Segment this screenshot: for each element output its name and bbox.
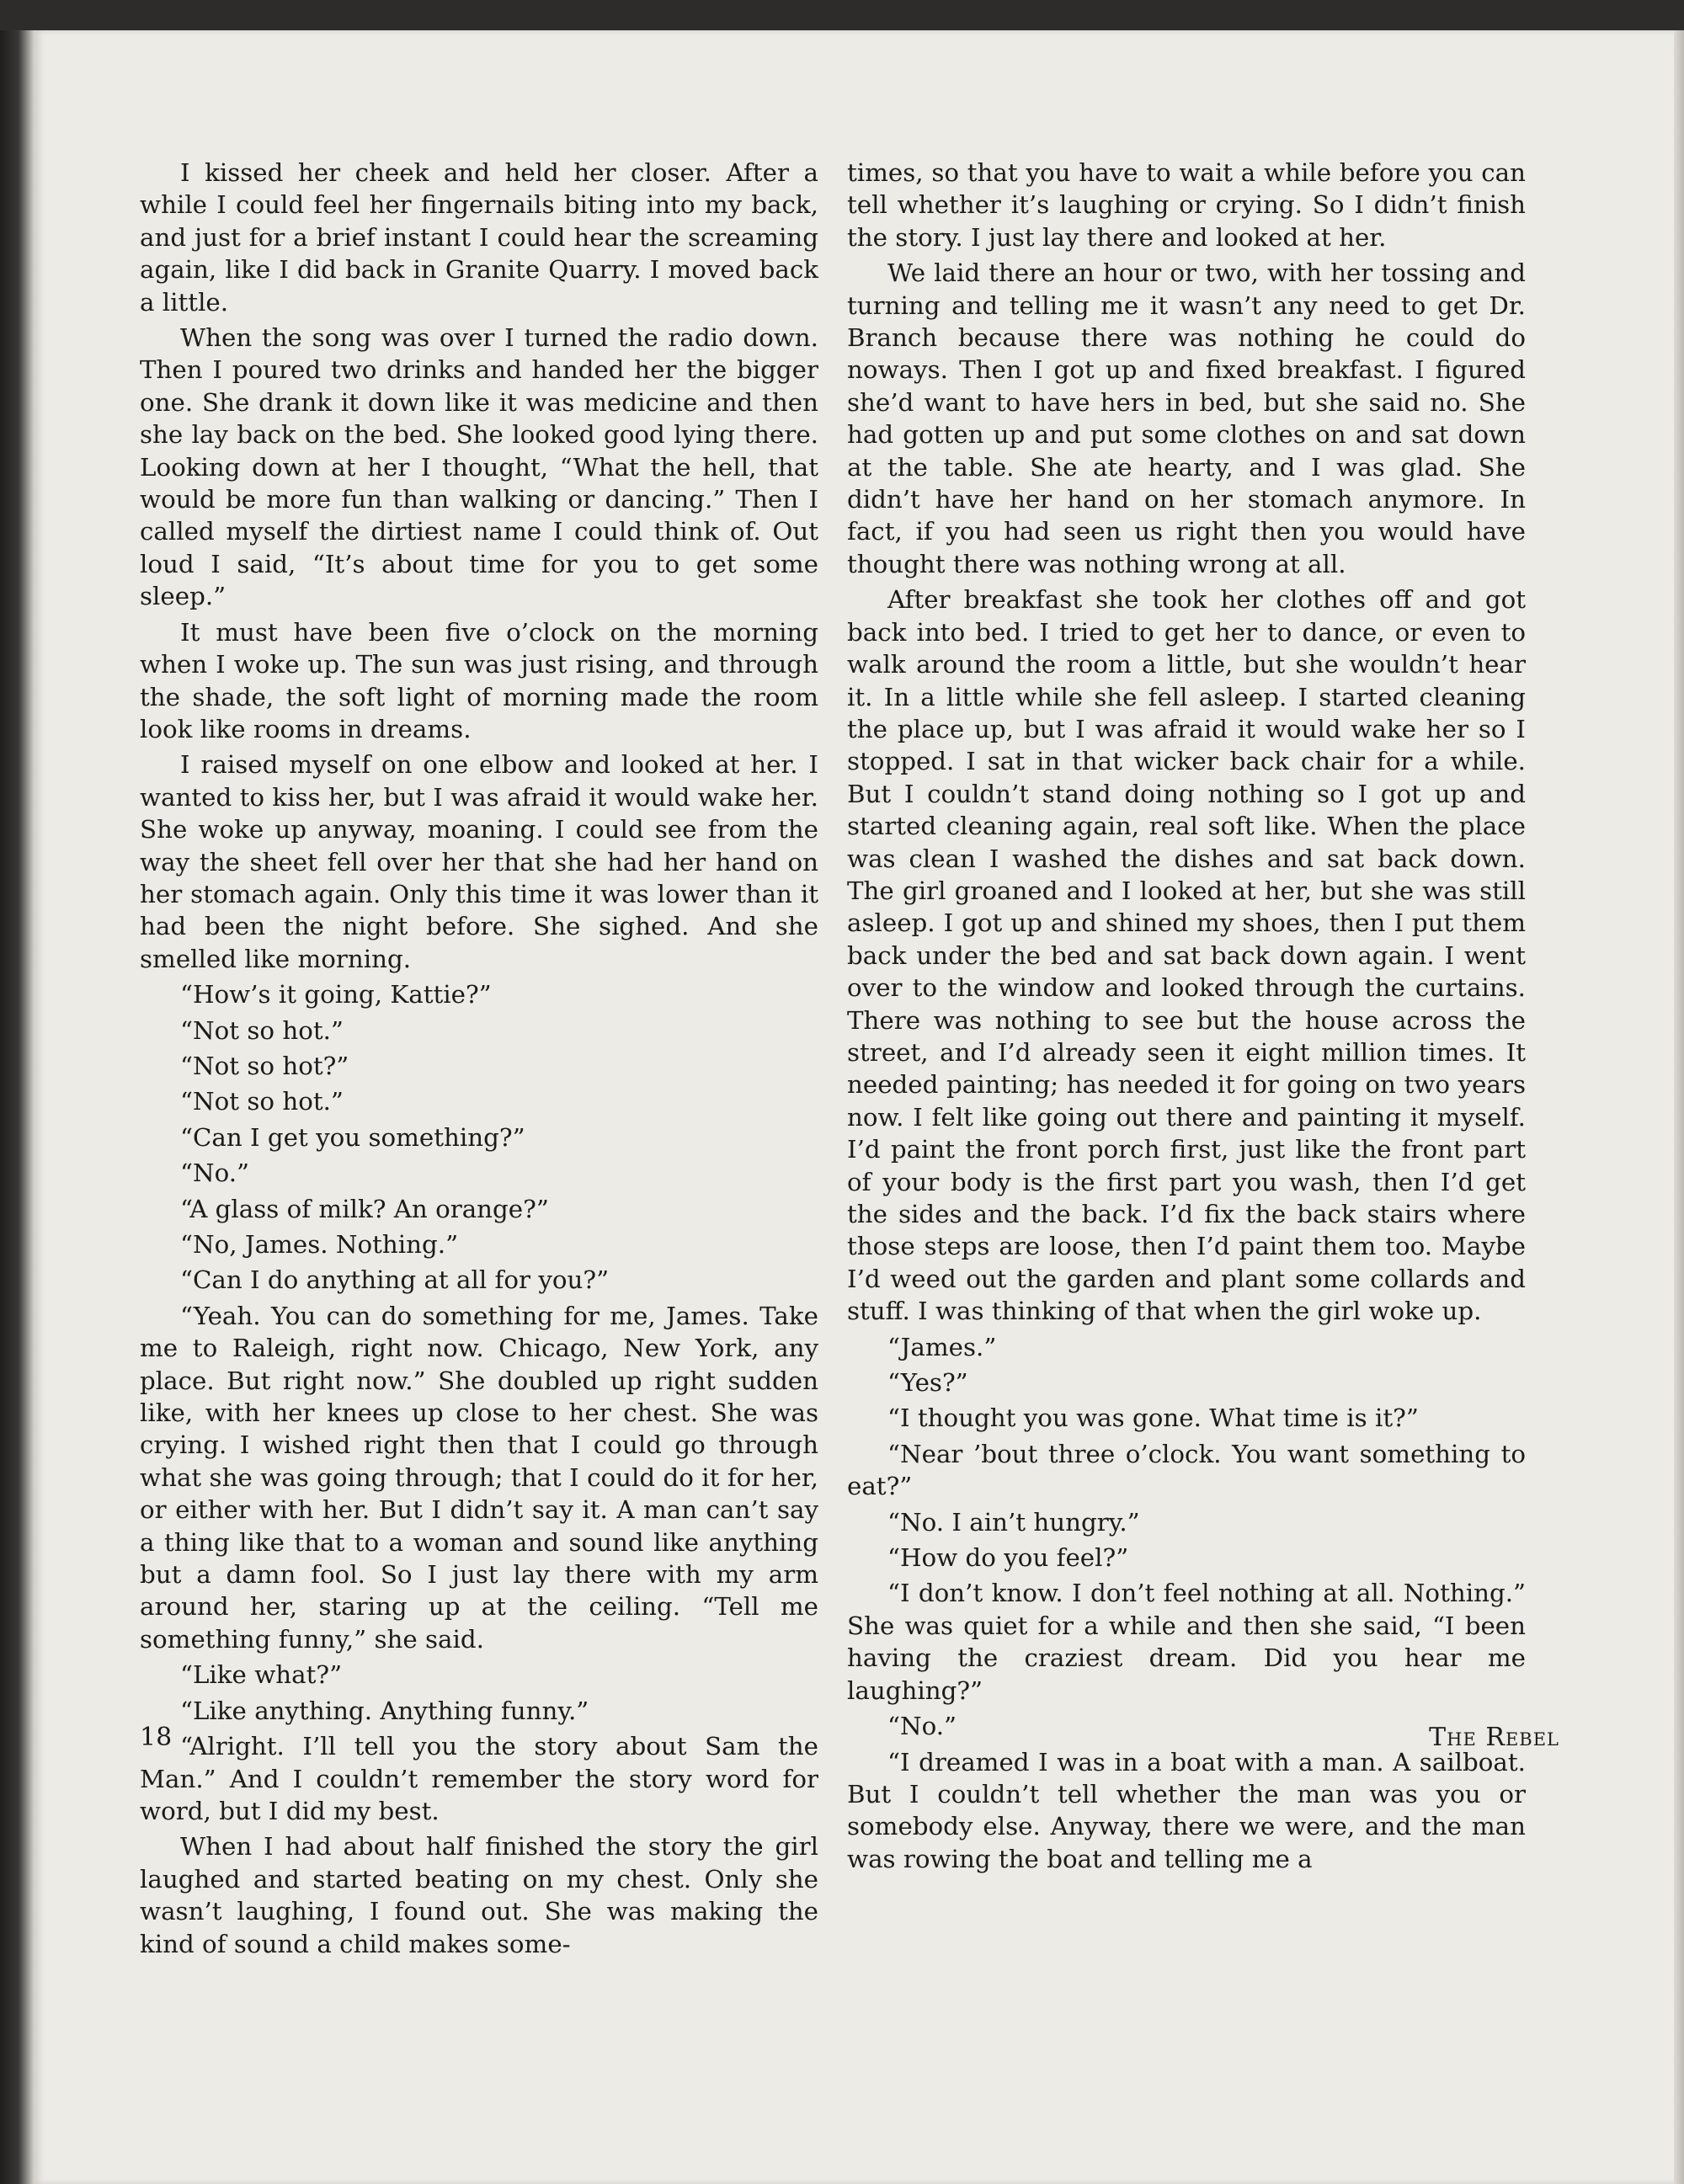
dialogue-line: “Not so hot.” bbox=[180, 1015, 344, 1045]
page-edge bbox=[1674, 30, 1684, 2184]
dialogue-line: “Near ’bout three o’clock. You want something to eat?” bbox=[847, 1439, 1526, 1501]
dialogue-line: “Like what?” bbox=[180, 1660, 343, 1690]
dialogue-line: “How’s it going, Kattie?” bbox=[180, 980, 492, 1009]
paragraph: I raised myself on one elbow and looked at her. I wanted to kiss her, but I was afraid it would wake her. She woke up anyway, moaning. I could see from the way the sheet fell over her that she had her hand on her stomach again. Only this time it was lower than it had been the night before. She sighed. And she smelled like morning. bbox=[140, 750, 818, 973]
dialogue-line: “Can I get you something?” bbox=[180, 1122, 525, 1152]
dialogue-line: “Not so hot?” bbox=[180, 1051, 349, 1080]
paragraph: When I had about half finished the story the girl laughed and started beating on my chest. Only she wasn’t laughing, I found out. She was making the kind of sound a child makes some- bbox=[140, 1832, 818, 1958]
dialogue-line: “Yes?” bbox=[887, 1368, 968, 1398]
page-number: 18 bbox=[140, 1723, 173, 1752]
left-text-column bbox=[140, 157, 818, 1963]
dialogue-line: “No.” bbox=[180, 1159, 250, 1188]
dialogue-line: “Not so hot.” bbox=[180, 1087, 344, 1116]
dialogue-line: “I thought you was gone. What time is it?” bbox=[887, 1404, 1419, 1433]
paragraph: It must have been five o’clock on the morning when I woke up. The sun was just rising, and through the shade, the soft light of morning made the room look like rooms in dreams. bbox=[140, 617, 818, 743]
running-title: The Rebel bbox=[1429, 1723, 1559, 1752]
dialogue-line: “James.” bbox=[887, 1332, 997, 1361]
dialogue-line: “Can I do anything at all for you?” bbox=[180, 1265, 610, 1295]
paragraph: When the song was over I turned the radio down. Then I poured two drinks and handed her the bigger one. She drank it down like it was medicine and then she lay back on the bed. She looked good lying there. Looking down at her I thought, “What the hell, that would be more fun than walking or dancing.” Then I called myself the dirtiest name I could think of. Out loud I said, “It’s about time for you to get some sleep.” bbox=[140, 323, 818, 611]
paragraph: “I dreamed I was in a boat with a man. A sailboat. But I couldn’t tell whether the man was you or somebody else. Anyway, there we were, and the man was rowing the boat and telling me a bbox=[847, 1747, 1526, 1873]
dialogue-line: “A glass of milk? An orange?” bbox=[180, 1194, 549, 1223]
dialogue-line: “No. I ain’t hungry.” bbox=[887, 1507, 1140, 1537]
dialogue-line: “Like anything. Anything funny.” bbox=[180, 1696, 589, 1725]
binding-shadow bbox=[0, 30, 34, 2184]
dialogue-line: “No.” bbox=[887, 1712, 957, 1741]
paragraph: I kissed her cheek and held her closer. After a while I could feel her fingernails biting into my back, and just for a brief instant I could hear the screaming again, like I did back in Granite Quarry. I moved back a little. bbox=[140, 158, 818, 317]
dialogue-line: “No, James. Nothing.” bbox=[180, 1230, 459, 1259]
paragraph: “I don’t know. I don’t feel nothing at all. Nothing.” She was quiet for a while and then she said, “I been having the craziest dream. Did you hear me laughing?” bbox=[847, 1579, 1526, 1705]
dialogue-line: “How do you feel?” bbox=[887, 1543, 1129, 1573]
paragraph: “Alright. I’ll tell you the story about Sam the Man.” And I couldn’t remember the story word for word, but I did my best. bbox=[140, 1732, 818, 1825]
paragraph: We laid there an hour or two, with her tossing and turning and telling me it wasn’t any need to get Dr. Branch because there was nothing he could do noways. Then I got up and fixed breakfast. I figured she’d want to have hers in bed, but she said no. She had gotten up and put some clothes on and sat down at the table. She ate hearty, and I was glad. She didn’t have her hand on her stomach anymore. In fact, if you had seen us right then you would have thought there was nothing wrong at all. bbox=[847, 258, 1526, 578]
continued-paragraph: times, so that you have to wait a while before you can tell whether it’s laughing or crying. So I didn’t finish the story. I just lay there and looked at her. bbox=[847, 158, 1526, 252]
right-text-column bbox=[847, 157, 1526, 1878]
paragraph: “Yeah. You can do something for me, James. Take me to Raleigh, right now. Chicago, New York, any place. But right now.” She doubled up right sudden like, with her knees up close to her chest. She was crying. I wished right then that I could go through what she was going through; that I could do it for her, or either with her. But I didn’t say it. A man can’t say a thing like that to a woman and sound like anything but a damn fool. So I just lay there with my arm around her, staring up at the ceiling. “Tell me something funny,” she said. bbox=[140, 1301, 818, 1654]
paragraph: After breakfast she took her clothes off and got back into bed. I tried to get her to dance, or even to walk around the room a little, but she wouldn’t hear it. In a little while she fell asleep. I started cleaning the place up, but I was afraid it would wake her so I stopped. I sat in that wicker back chair for a while. But I couldn’t stand doing nothing so I got up and started cleaning again, real soft like. When the place was clean I washed the dishes and sat back down. The girl groaned and I looked at her, but she was still asleep. I got up and shined my shoes, then I put them back under the bed and sat back down again. I went over to the window and looked through the curtains. There was nothing to see but the house across the street, and I’d already seen it eight million times. It needed painting; has needed it for going on two years now. I felt like going out there and painting it myself. I’d paint the front porch first, just like the front part of your body is the first part you wash, then I’d get the sides and the back. I’d fix the back stairs where those steps are loose, then I’d paint them too. Maybe I’d weed out the garden and plant some collards and stuff. I was thinking of that when the girl woke up. bbox=[847, 585, 1526, 1326]
